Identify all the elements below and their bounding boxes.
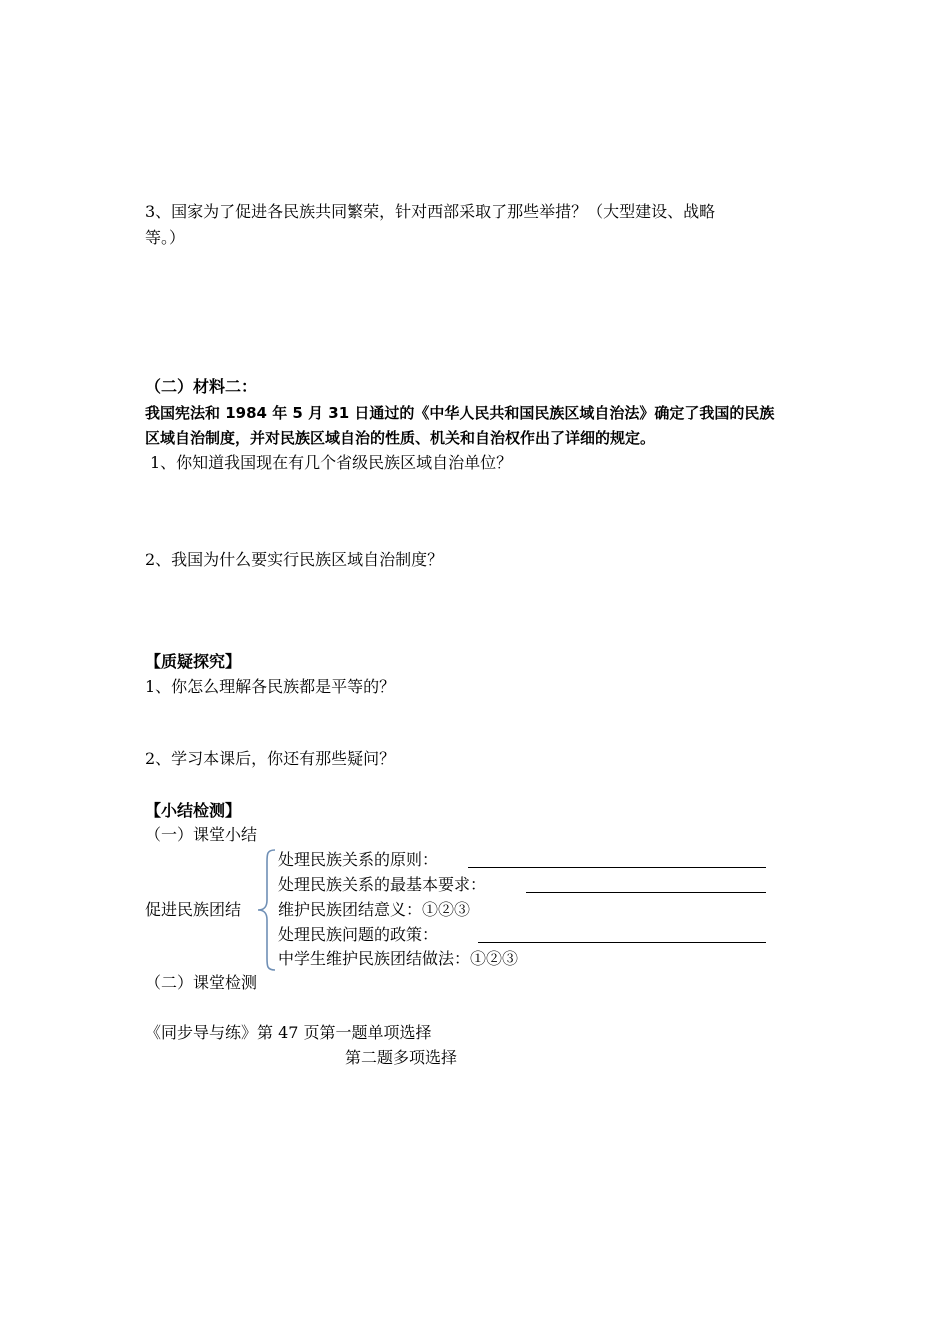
curly-brace-icon [255,848,277,972]
summary-subheading-2: （二）课堂检测 [145,973,258,992]
material-2-heading: （二）材料二： [145,377,258,396]
summary-item-basic-requirement: 处理民族关系的最基本要求： [278,875,487,894]
answer-blank-basic-requirement[interactable] [526,892,766,893]
summary-subheading-1: （一）课堂小结 [145,825,258,844]
material-2-text-line2: 区域自治制度，并对民族区域自治的性质、机关和自治权作出了详细的规定。 [145,429,656,447]
summary-heading: 【小结检测】 [145,801,242,820]
exercise-line-2: 第二题多项选择 [345,1048,458,1067]
material-2-question-1: 1、你知道我国现在有几个省级民族区域自治单位？ [150,453,513,472]
inquiry-question-2: 2、学习本课后，你还有那些疑问？ [145,749,396,768]
question-3-line2: 等。） [145,228,186,247]
answer-blank-principle[interactable] [468,867,766,868]
summary-item-student-practice: 中学生维护民族团结做法：①②③ [278,949,519,968]
inquiry-heading: 【质疑探究】 [145,652,242,671]
summary-item-principle: 处理民族关系的原则： [278,850,439,869]
question-3-line1: 3、国家为了促进各民族共同繁荣，针对西部采取了那些举措？（大型建设、战略 [145,202,716,221]
answer-blank-policy[interactable] [478,942,766,943]
exercise-line-1: 《同步导与练》第 47 页第一题单项选择 [145,1023,432,1042]
summary-center-label: 促进民族团结 [145,900,242,919]
summary-item-significance: 维护民族团结意义：①②③ [278,900,471,919]
summary-item-policy: 处理民族问题的政策： [278,925,439,944]
inquiry-question-1: 1、你怎么理解各民族都是平等的？ [145,677,396,696]
material-2-text-line1: 我国宪法和 1984 年 5 月 31 日通过的《中华人民共和国民族区域自治法》确定了我国的民族 [145,404,775,422]
material-2-question-2: 2、我国为什么要实行民族区域自治制度？ [145,550,444,569]
